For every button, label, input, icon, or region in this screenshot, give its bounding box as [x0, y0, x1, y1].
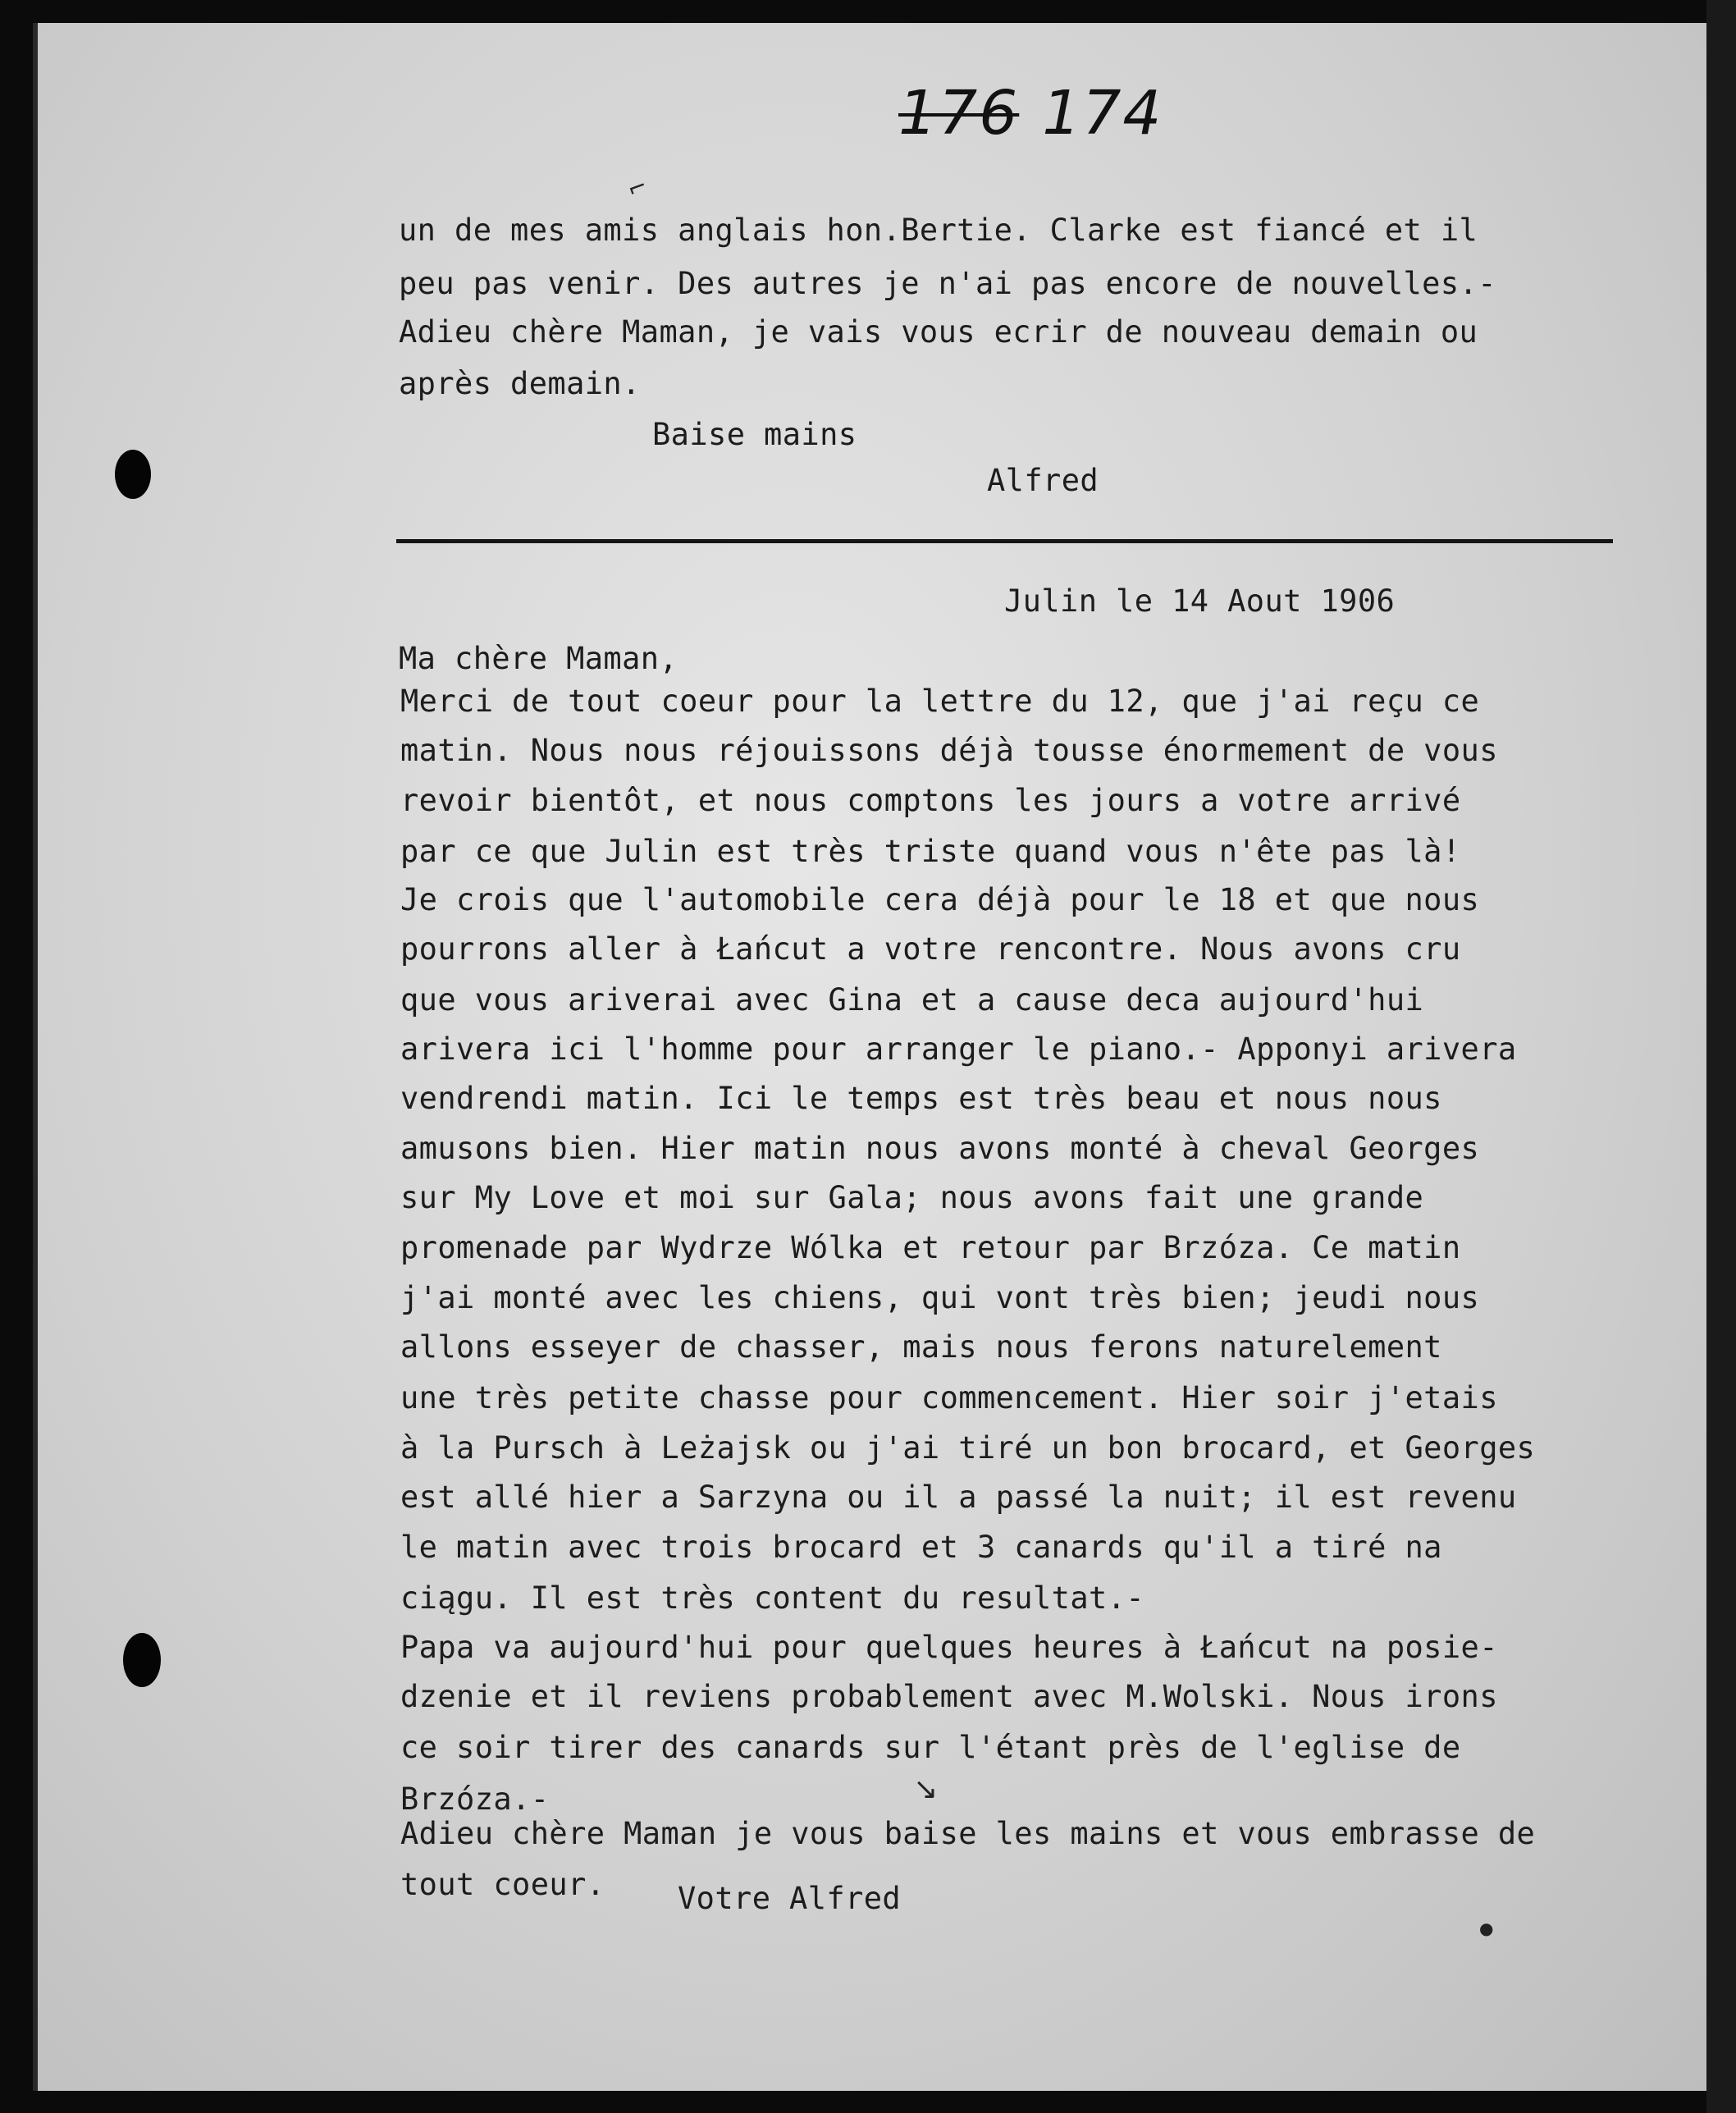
letter-separator-rule [396, 539, 1613, 543]
letter-line: Je crois que l'automobile cera déjà pour le 18 et que nous [400, 882, 1480, 917]
letter-line: amusons bien. Hier matin nous avons monté à cheval Georges [400, 1131, 1480, 1166]
prev-letter-closing: Baise mains [652, 417, 857, 452]
letter-salutation: Ma chère Maman, [399, 641, 678, 676]
arrow-mark-icon: ↘ [913, 1772, 939, 1806]
letter-line: Merci de tout coeur pour la lettre du 12, que j'ai reçu ce [400, 684, 1480, 719]
letter-line: que vous ariverai avec Gina et a cause deca aujourd'hui [400, 982, 1424, 1018]
letter-line: revoir bientôt, et nous comptons les jours a votre arrivé [400, 783, 1461, 818]
folio-number [898, 78, 1163, 149]
folio-new-number: 174 [1042, 78, 1163, 149]
letter-line: par ce que Julin est très triste quand vous n'ête pas là! [400, 834, 1461, 869]
letter-line: est allé hier a Sarzyna ou il a passé la nuit; il est revenu [400, 1480, 1517, 1515]
letter-line: une très petite chasse pour commencement. Hier soir j'etais [400, 1380, 1498, 1416]
stray-mark: ⌐ [624, 171, 651, 204]
prev-letter-signature: Alfred [987, 463, 1099, 498]
letter-line: Adieu chère Maman je vous baise les mains et vous embrasse de [400, 1816, 1536, 1851]
letter-line: j'ai monté avec les chiens, qui vont très bien; jeudi nous [400, 1280, 1480, 1315]
punch-hole-bottom [123, 1633, 161, 1687]
letter-line: arivera ici l'homme pour arranger le piano.- Apponyi arivera [400, 1031, 1517, 1067]
prev-letter-line: Adieu chère Maman, je vais vous ecrir de nouveau demain ou [399, 314, 1478, 350]
letter-line: tout coeur. [400, 1867, 605, 1902]
letter-line: pourrons aller à Łańcut a votre rencontre. Nous avons cru [400, 931, 1461, 967]
folio-old-number: 176 [898, 78, 1020, 149]
letter-line: Brzóza.- [400, 1781, 550, 1817]
letter-line: promenade par Wydrze Wólka et retour par Brzóza. Ce matin [400, 1230, 1461, 1265]
prev-letter-line: après demain. [399, 366, 641, 401]
letter-line: matin. Nous nous réjouissons déjà tousse énormement de vous [400, 733, 1498, 768]
stray-dot-mark: ● [1479, 1919, 1494, 1938]
letter-signature: Votre Alfred [678, 1881, 902, 1916]
letter-line: ciągu. Il est très content du resultat.- [400, 1580, 1145, 1616]
letter-place-date: Julin le 14 Aout 1906 [1004, 583, 1396, 619]
page-edge [1706, 0, 1736, 2113]
prev-letter-line: peu pas venir. Des autres je n'ai pas encore de nouvelles.- [399, 266, 1496, 301]
letter-line: dzenie et il reviens probablement avec M.Wolski. Nous irons [400, 1679, 1498, 1714]
punch-hole-top [115, 450, 151, 499]
letter-line: le matin avec trois brocard et 3 canards qu'il a tiré na [400, 1530, 1442, 1565]
letter-line: ce soir tirer des canards sur l'étant près de l'eglise de [400, 1730, 1461, 1765]
letter-line: à la Pursch à Leżajsk ou j'ai tiré un bon brocard, et Georges [400, 1430, 1536, 1466]
letter-line: sur My Love et moi sur Gala; nous avons fait une grande [400, 1180, 1424, 1215]
letter-line: vendrendi matin. Ici le temps est très beau et nous nous [400, 1081, 1442, 1116]
letter-line: allons esseyer de chasser, mais nous ferons naturelement [400, 1329, 1442, 1365]
prev-letter-line: un de mes amis anglais hon.Bertie. Clarke est fiancé et il [399, 213, 1478, 248]
letter-line: Papa va aujourd'hui pour quelques heures à Łańcut na posie- [400, 1630, 1498, 1665]
